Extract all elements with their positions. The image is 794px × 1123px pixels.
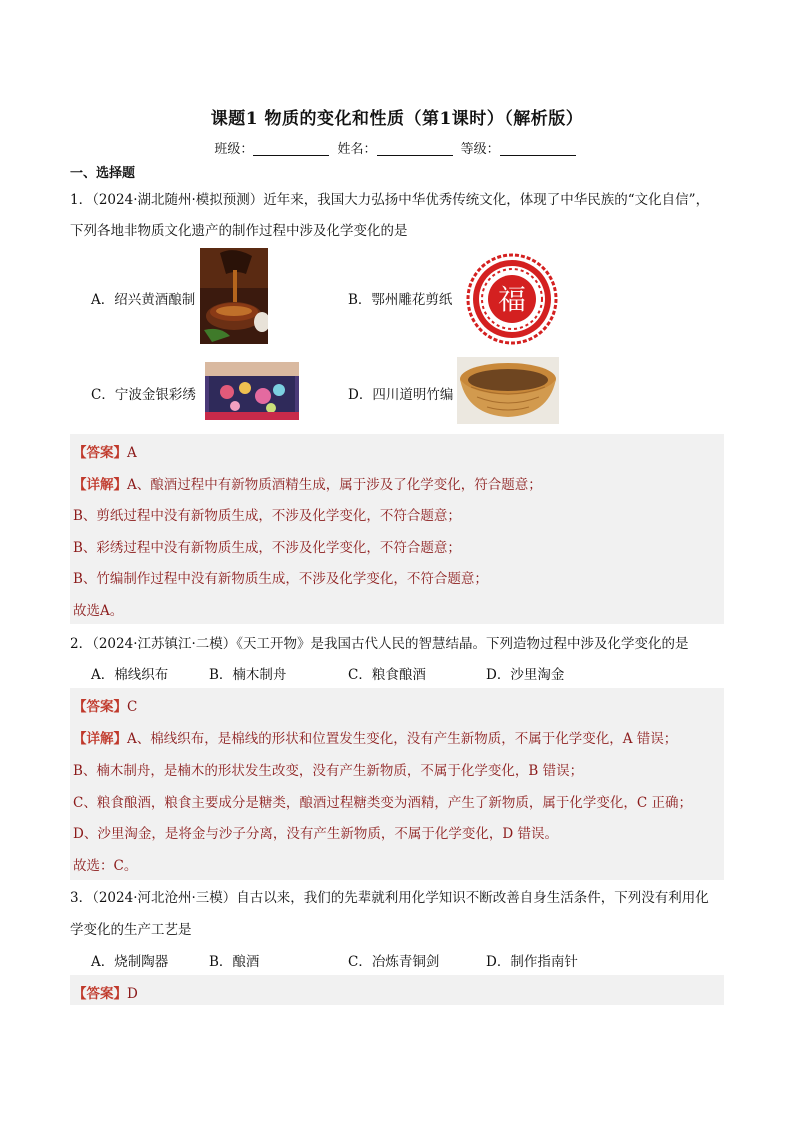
q3-option-d: D．制作指南针: [486, 954, 578, 970]
fu-character: 福: [497, 283, 527, 316]
q1-option-a: A．绍兴黄酒酿制: [91, 292, 196, 308]
q1-option-b: B．鄂州雕花剪纸: [348, 292, 453, 308]
detail-tag: 【详解】: [73, 731, 127, 747]
q2-detail-line5: 故选：C。: [73, 858, 138, 874]
q1-answer: [73, 441, 137, 461]
detail-tag: 【详解】: [73, 477, 127, 493]
section-heading: 一、选择题: [70, 166, 136, 181]
answer-tag: 【答案】: [73, 445, 127, 461]
class-label: 班级：: [214, 142, 254, 157]
q2-detail-line2: B、楠木制舟，是楠木的形状发生改变，没有产生新物质，不属于化学变化，B 错误；: [73, 763, 584, 779]
class-blank[interactable]: [253, 141, 329, 156]
q2-option-d: D．沙里淘金: [486, 667, 565, 683]
q2-option-b: B．楠木制舟: [209, 667, 287, 683]
answer-tag: 【答案】: [73, 986, 127, 1002]
q1-detail-line3: B、彩绣过程中没有新物质生成，不涉及化学变化，不符合题意；: [73, 540, 461, 556]
q1-option-d: D．四川道明竹编: [348, 387, 454, 403]
q3-option-c: C．冶炼青铜剑: [348, 954, 440, 970]
answer-value: C: [127, 699, 138, 715]
grade-label: 等级：: [460, 142, 500, 157]
q1-option-c: C．宁波金银彩绣: [91, 387, 196, 403]
q3-option-a: A．烧制陶器: [91, 954, 169, 970]
q2-answer: [73, 695, 137, 715]
q2-answer-box: [70, 688, 724, 880]
q1-detail-line4: B、竹编制作过程中没有新物质生成，不涉及化学变化，不符合题意；: [73, 571, 488, 587]
detail-text: A、酿酒过程中有新物质酒精生成，属于涉及了化学变化，符合题意；: [127, 477, 542, 493]
student-info-line: [0, 138, 794, 157]
name-blank[interactable]: [377, 141, 453, 156]
q1-stem-line1: 1．（2024·湖北随州·模拟预测）近年来，我国大力弘扬中华优秀传统文化，体现了中华民族的“文化自信”，: [70, 192, 710, 208]
q1-stem-line2: 下列各地非物质文化遗产的制作过程中涉及化学变化的是: [70, 223, 408, 239]
papercut-fu-image: [466, 253, 558, 345]
q2-stem: 2．（2024·江苏镇江·二模）《天工开物》是我国古代人民的智慧结晶。下列造物过程中涉及化学变化的是: [70, 636, 689, 652]
page-title: 课题1 物质的变化和性质（第1课时）（解析版）: [210, 109, 584, 129]
q2-detail-line3: C、粮食酿酒，粮食主要成分是糖类，酿酒过程糖类变为酒精，产生了新物质，属于化学变化，C 正确；: [73, 795, 692, 811]
q3-option-b: B．酿酒: [209, 954, 260, 970]
q1-detail-line5: 故选A。: [73, 603, 124, 619]
q2-detail-line4: D、沙里淘金，是将金与沙子分离，没有产生新物质，不属于化学变化，D 错误。: [73, 826, 558, 842]
q3-stem-line1: 3．（2024·河北沧州·三模）自古以来，我们的先辈就利用化学知识不断改善自身生活条件，下列没有利用化: [70, 890, 709, 906]
q3-answer: [73, 982, 138, 1002]
q1-answer-box: [70, 434, 724, 624]
name-label: 姓名：: [337, 142, 377, 157]
answer-value: A: [127, 445, 137, 461]
q1-detail-line2: B、剪纸过程中没有新物质生成，不涉及化学变化，不符合题意；: [73, 508, 461, 524]
q3-answer-box: [70, 975, 724, 1005]
answer-value: D: [127, 986, 138, 1002]
embroidery-photo: [205, 362, 299, 420]
grade-blank[interactable]: [500, 141, 576, 156]
answer-tag: 【答案】: [73, 699, 127, 715]
q2-option-c: C．粮食酿酒: [348, 667, 426, 683]
detail-text: A、棉线织布，是棉线的形状和位置发生变化，没有产生新物质，不属于化学变化，A 错误；: [127, 731, 678, 747]
q2-option-a: A．棉线织布: [91, 667, 169, 683]
bamboo-basket-photo: [457, 357, 559, 424]
q2-detail-line1: [73, 727, 677, 747]
q1-detail-line1: [73, 473, 542, 493]
q3-stem-line2: 学变化的生产工艺是: [70, 922, 192, 938]
rice-wine-photo: [200, 248, 268, 344]
